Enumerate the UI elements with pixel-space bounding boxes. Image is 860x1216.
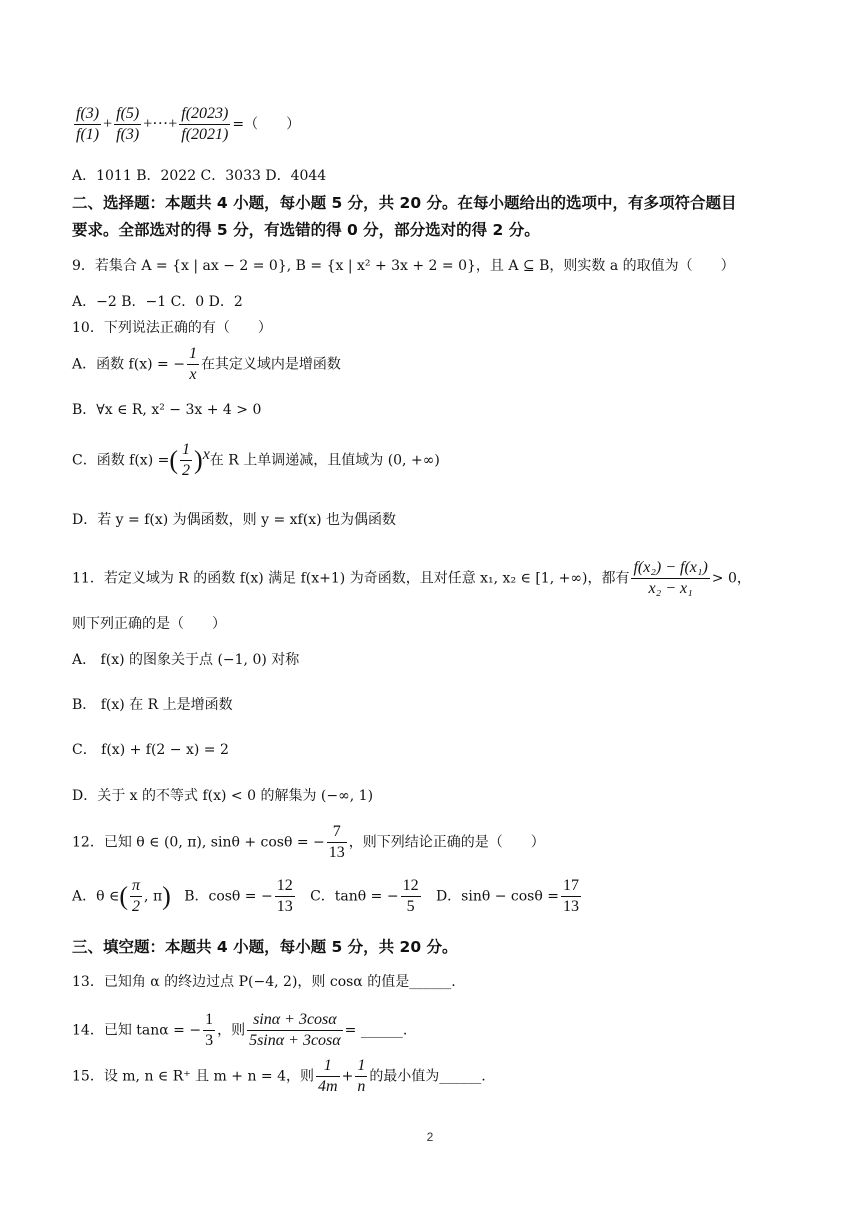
q11-stem-line2: 则下列正确的是（ ） bbox=[72, 616, 226, 632]
q10-option-b: B．∀x ∈ R, x² − 3x + 4 > 0 bbox=[72, 402, 262, 418]
q12-options: A．θ ∈( $\frac{\pi}{2}$ , π) B．cosθ = − $\frac{12}{13}$ C．tanθ = − $\frac{12}{5}$ D．sinθ − cosθ = $\frac{17}{13}$ bbox=[72, 877, 579, 915]
section3-heading: 三、填空题：本题共 4 小题，每小题 5 分，共 20 分。 bbox=[72, 938, 458, 956]
q13: 13．已知角 α 的终边过点 P(−4, 2)，则 cosα 的值是______. bbox=[72, 974, 456, 990]
fraction: $\frac{f(5)}{f(3)}$ bbox=[116, 105, 140, 143]
top-formula: $\frac{f(3)}{f(1)}$ + $\frac{f(5)}{f(3)}$ +···+ $\frac{f(2023)}{f(2021)}$ =（ ） bbox=[76, 105, 301, 143]
q12-stem: 12．已知 θ ∈ (0, π), sinθ + cosθ = − $\frac{7}{13}$ ，则下列结论正确的是（ ） bbox=[72, 823, 545, 861]
q11-option-d: D．关于 x 的不等式 f(x) < 0 的解集为 (−∞, 1) bbox=[72, 788, 374, 804]
q11-option-b: B． f(x) 在 R 上是增函数 bbox=[72, 697, 233, 713]
q11-option-c: C． f(x) + f(2 − x) = 2 bbox=[72, 742, 229, 758]
q10-stem: 10．下列说法正确的有（ ） bbox=[72, 320, 272, 336]
q10-option-d: D．若 y = f(x) 为偶函数，则 y = xf(x) 也为偶函数 bbox=[72, 512, 397, 528]
q8-options: A．1011 B．2022 C．3033 D．4044 bbox=[72, 168, 327, 184]
fraction: $\frac{f(2023)}{f(2021)}$ bbox=[181, 105, 229, 143]
q15: 15．设 m, n ∈ R⁺ 且 m + n = 4，则 $\frac{1}{4m}$ + $\frac{1}{n}$ 的最小值为______. bbox=[72, 1057, 486, 1095]
q10-option-a: A．函数 f(x) = − $\frac{1}{x}$ 在其定义域内是增函数 bbox=[72, 345, 341, 383]
section2-heading-line2: 要求。全部选对的得 5 分，有选错的得 0 分，部分选对的得 2 分。 bbox=[72, 221, 540, 239]
fraction: $\frac{f(3)}{f(1)}$ bbox=[76, 105, 100, 143]
q11-stem: 11．若定义域为 R 的函数 f(x) 满足 f(x+1) 为奇函数，且对任意 x₁, x₂ ∈ [1, +∞)，都有 $\frac{\text{f(x₂) − f(x₁)}}{\text{x₂ − x₁}}$ > 0， bbox=[72, 559, 751, 597]
q14: 14．已知 tanα = − $\frac{1}{3}$ ，则 $\frac{\sin\alpha + 3\cos\alpha}{5\sin\alpha + 3\cos\alpha}$ = ______. bbox=[72, 1011, 408, 1049]
section2-heading-line1: 二、选择题：本题共 4 小题，每小题 5 分，共 20 分。在每小题给出的选项中，有多项符合题目 bbox=[72, 194, 737, 212]
q10-option-c: C．函数 f(x) =( $\frac{1}{2}$ )$^x$在 R 上单调递减，且值域为 (0, +∞) bbox=[72, 441, 440, 479]
q9-stem: 9．若集合 A = {x | ax − 2 = 0}, B = {x | x² + 3x + 2 = 0}，且 A ⊆ B，则实数 a 的取值为（ ） bbox=[72, 258, 735, 274]
q9-options: A．−2 B．−1 C．0 D．2 bbox=[72, 294, 243, 310]
q11-option-a: A． f(x) 的图象关于点 (−1, 0) 对称 bbox=[72, 652, 300, 668]
page-number: 2 bbox=[426, 1130, 434, 1144]
